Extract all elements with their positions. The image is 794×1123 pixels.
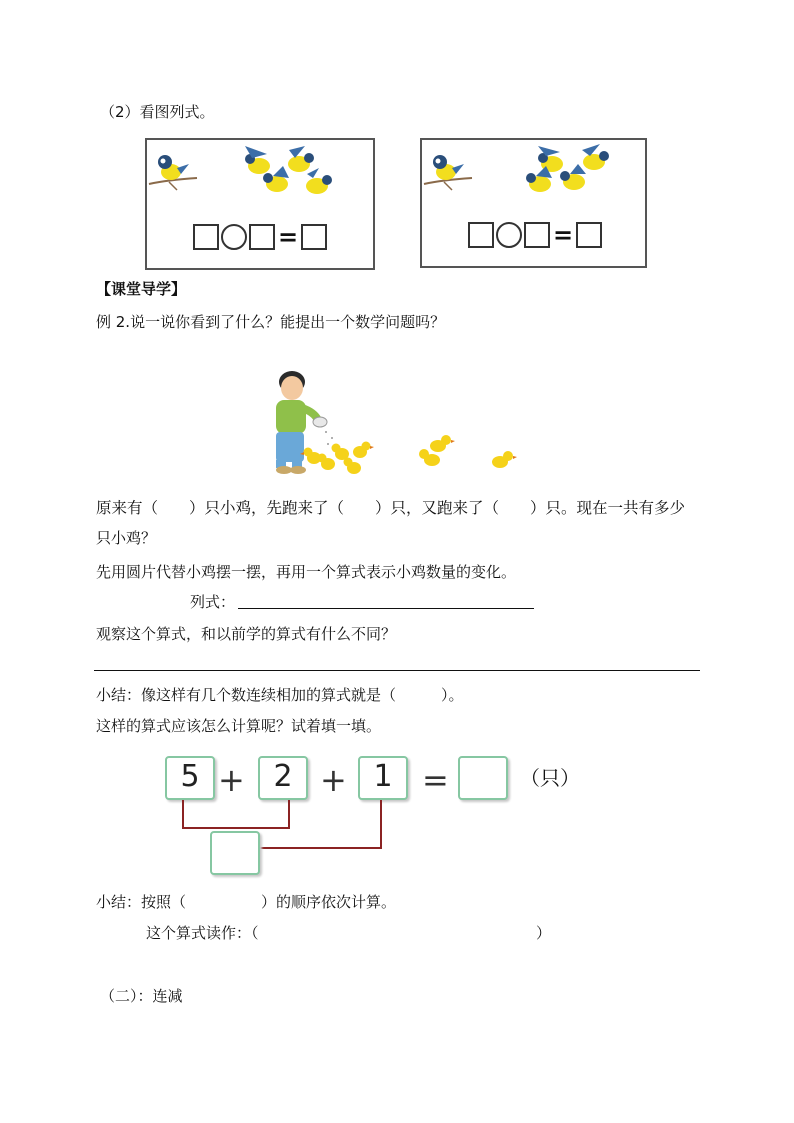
question-line-2: 只小鸡？ <box>96 529 157 547</box>
birds-illustration-1 <box>147 140 373 210</box>
boy-feeding-chicks-illustration <box>262 362 532 478</box>
question-line-1: 原来有（ ）只小鸡，先跑来了（ ）只，又跑来了（ ）只。现在一共有多少 <box>96 499 686 517</box>
connector <box>182 800 184 828</box>
picture-equation-2 <box>468 222 602 248</box>
answer-box[interactable] <box>524 222 550 248</box>
instruction-text: 先用圆片代替小鸡摆一摆，再用一个算式表示小鸡数量的变化。 <box>96 563 517 581</box>
formula-answer-line[interactable] <box>238 608 534 609</box>
operator-circle[interactable] <box>496 222 522 248</box>
number-box-5: 5 <box>165 756 215 800</box>
part2-label: （2）看图列式。 <box>100 103 215 121</box>
picture-equation-1 <box>193 224 327 250</box>
answer-box[interactable] <box>193 224 219 250</box>
compare-answer-line[interactable] <box>94 670 700 671</box>
summary-read-close: ） <box>536 924 552 942</box>
result-box[interactable] <box>458 756 508 800</box>
plus-sign-2: + <box>320 761 347 799</box>
how-to-text: 这样的算式应该怎么计算呢？试着填一填。 <box>96 717 382 735</box>
picture-box-2 <box>420 138 647 268</box>
section-two-title: （二）：连减 <box>100 987 183 1005</box>
intermediate-box[interactable] <box>210 831 260 875</box>
answer-box[interactable] <box>576 222 602 248</box>
answer-box[interactable] <box>249 224 275 250</box>
connector <box>380 800 382 848</box>
equals-sign: = <box>553 221 574 249</box>
connector <box>288 800 290 828</box>
answer-box[interactable] <box>468 222 494 248</box>
connector <box>182 827 290 829</box>
equals-sign: = <box>278 223 299 251</box>
section-title: 【课堂导学】 <box>96 280 187 298</box>
answer-box[interactable] <box>301 224 327 250</box>
plus-sign-1: + <box>218 761 245 799</box>
birds-illustration-2 <box>422 140 645 210</box>
summary-order: 小结：按照（ ）的顺序依次计算。 <box>96 893 397 911</box>
operator-circle[interactable] <box>221 224 247 250</box>
summary-1: 小结：像这样有几个数连续相加的算式就是（ ）。 <box>96 686 464 704</box>
compare-question: 观察这个算式，和以前学的算式有什么不同？ <box>96 625 397 643</box>
equals-sign-calc: = <box>422 761 449 799</box>
picture-box-1 <box>145 138 375 270</box>
number-box-2: 2 <box>258 756 308 800</box>
formula-label: 列式： <box>190 593 236 611</box>
summary-read: 这个算式读作：（ <box>146 924 259 942</box>
number-box-1: 1 <box>358 756 408 800</box>
unit-label: （只） <box>520 766 580 790</box>
connector <box>258 847 382 849</box>
example2-prompt: 例 2.说一说你看到了什么？能提出一个数学问题吗？ <box>96 313 446 331</box>
